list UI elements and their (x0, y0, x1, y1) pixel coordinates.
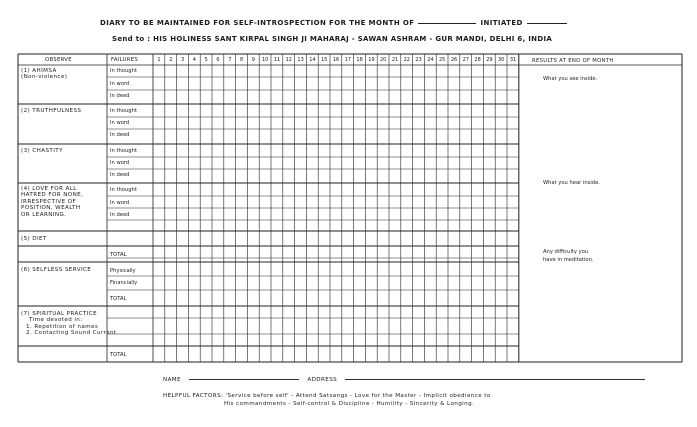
day-number: 26 (450, 57, 458, 63)
day-number: 11 (273, 57, 281, 63)
love-line-3: POSITION, WEALTH (21, 205, 81, 212)
day-number: 1 (157, 57, 161, 63)
failures-header: FAILURES (111, 57, 139, 63)
title-part2: INITIATED (480, 19, 523, 27)
day-number: 17 (344, 57, 351, 63)
send-to-address: HIS HOLINESS SANT KIRPAL SINGH JI MAHARAJ - SAWAN ASHRAM - GUR MANDI, DELHI 6, INDIA (153, 35, 553, 43)
day-number: 19 (368, 57, 375, 63)
spiritual-title: (7) SPIRITUAL PRACTICE (21, 311, 98, 317)
chastity-thought: In thought (110, 148, 137, 154)
truthfulness-label: (2) TRUTHFULNESS (21, 108, 82, 114)
helpful-label: HELPFUL FACTORS: (163, 393, 224, 399)
address-field[interactable] (345, 379, 645, 380)
service-total: TOTAL (110, 296, 127, 302)
love-line-4: OR LEARNING. (21, 211, 67, 218)
truth-thought: In thought (110, 108, 137, 114)
ahimsa-word: In word (110, 81, 130, 87)
day-number: 20 (380, 57, 387, 63)
day-number: 24 (427, 57, 434, 63)
results-header: RESULTS AT END OF MONTH (532, 58, 614, 64)
helpful-factors (163, 393, 491, 399)
ahimsa-title: (1) AHIMSA (21, 68, 57, 74)
chastity-word: In word (110, 160, 130, 166)
day-number: 2 (169, 57, 173, 63)
truth-deed: In deed (110, 132, 130, 138)
chastity-deed: In deed (110, 172, 130, 178)
name-label: NAME (163, 377, 181, 383)
chastity-label: (3) CHASTITY (21, 148, 63, 154)
day-number: 31 (509, 57, 517, 63)
name-address-line (163, 377, 645, 383)
results-hear: What you hear inside. (543, 180, 600, 186)
ahimsa-subtitle: (Non-violence) (21, 74, 68, 81)
spiritual-line-2: 1. Repetition of names (26, 323, 99, 330)
love-for-all-label (21, 186, 83, 218)
day-number: 21 (391, 57, 399, 63)
day-number: 9 (251, 57, 255, 63)
day-number: 18 (356, 57, 363, 63)
truth-word: In word (110, 120, 130, 126)
love-thought: In thought (110, 187, 137, 193)
helpful-factors-2: His commandments - Self-control & Discipline - Humility - Sincerity & Longing. (224, 401, 475, 407)
day-number: 4 (192, 57, 196, 63)
results-difficulty-2: have in meditation. (543, 257, 594, 263)
name-field[interactable] (189, 379, 299, 380)
results-difficulty-1: Any difficulty you (543, 249, 589, 255)
day-number: 22 (403, 57, 410, 63)
day-number: 28 (474, 57, 481, 63)
day-number: 23 (415, 57, 422, 63)
day-number: 12 (285, 57, 292, 63)
day-number: 29 (486, 57, 493, 63)
day-number: 6 (216, 57, 220, 63)
love-word: In word (110, 200, 130, 206)
selfless-service-label: (6) SELFLESS SERVICE (21, 267, 92, 273)
title-part1: DIARY TO BE MAINTAINED FOR SELF-INTROSPECTION FOR THE MONTH OF (100, 19, 415, 27)
spiritual-line-3: 2. Contacting Sound Current (26, 330, 117, 337)
day-number: 8 (240, 57, 244, 63)
day-number: 3 (181, 57, 185, 63)
day-number: 25 (439, 57, 446, 63)
results-see: What you see inside. (543, 76, 598, 82)
day-number: 10 (262, 57, 269, 63)
ahimsa-thought: In thought (110, 68, 137, 74)
day-number: 30 (498, 57, 505, 63)
day-number: 15 (321, 57, 328, 63)
ahimsa-label (21, 68, 67, 81)
day-number: 13 (297, 57, 304, 63)
day-number: 16 (332, 57, 340, 63)
day-number: 14 (309, 57, 316, 63)
love-title: (4) LOVE FOR ALL (21, 186, 77, 192)
address-label: ADDRESS (307, 377, 338, 383)
day-number: 5 (204, 57, 208, 63)
service-financially: Financially (110, 280, 138, 286)
love-line-1: HATRED FOR NONE, (21, 192, 84, 199)
spiritual-total: TOTAL (110, 352, 127, 358)
observe-header: OBSERVE (45, 57, 72, 63)
diet-total: TOTAL (110, 252, 127, 258)
diet-label: (5) DIET (21, 236, 47, 242)
ahimsa-deed: In deed (110, 93, 130, 99)
love-line-2: IRRESPECTIVE OF (21, 198, 77, 205)
spiritual-practice-label (21, 311, 117, 337)
spiritual-line-1: Time devoted in: (29, 317, 83, 324)
send-to-label: Send to : (112, 35, 151, 43)
day-number: 27 (462, 57, 469, 63)
helpful-line-1: 'Service before self' - Attend Satsangs - Love for the Master - Implicit obedience to (225, 393, 491, 399)
service-physically: Physically (110, 268, 136, 274)
day-number: 7 (228, 57, 232, 63)
love-deed: In deed (110, 212, 130, 218)
